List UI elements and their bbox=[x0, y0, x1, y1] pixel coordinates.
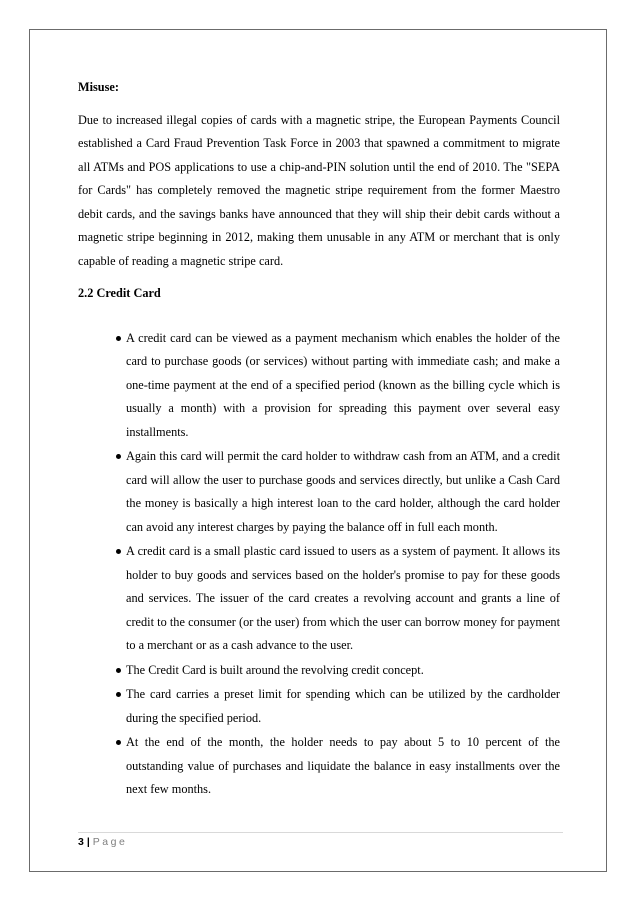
bullet-item bbox=[78, 659, 560, 683]
misuse-heading: Misuse: bbox=[78, 80, 119, 94]
bullet-item bbox=[78, 540, 560, 658]
bullet-icon bbox=[116, 336, 121, 341]
bullet-item bbox=[78, 683, 560, 730]
bullet-text: At the end of the month, the holder needs to pay about 5 to 10 percent of the outstanding value of purchases and liquidate the balance in easy installments over the next few months. bbox=[126, 735, 560, 796]
bullet-icon bbox=[116, 454, 121, 459]
bullet-icon bbox=[116, 668, 121, 673]
misuse-paragraph: Due to increased illegal copies of cards with a magnetic stripe, the European Payments Council established a Card Fraud Prevention Task Force in 2003 that spawned a commitment to migrate all ATMs and POS applications to use a chip-and-PIN solution until the end of 2010. The "SEPA for Cards" has completely removed the magnetic stripe requirement from the former Maestro debit cards, and the savings banks have announced that they will ship their debit cards without a magnetic stripe beginning in 2012, making them unusable in any ATM or merchant that is only capable of reading a magnetic stripe card. bbox=[78, 112, 560, 268]
bullet-icon bbox=[116, 549, 121, 554]
page-label: Page bbox=[92, 836, 128, 848]
bullet-text: A credit card is a small plastic card issued to users as a system of payment. It allows its holder to buy goods and services based on the holder's promise to pay for these goods and services. The issuer of the card creates a revolving account and grants a line of credit to the consumer (or the user) from which the user can borrow money for payment to a merchant or as a cash advance to the user. bbox=[126, 544, 560, 652]
bullet-text: The Credit Card is built around the revolving credit concept. bbox=[126, 662, 424, 677]
footer-divider bbox=[78, 832, 563, 833]
bullet-item bbox=[78, 731, 560, 802]
bullet-icon bbox=[116, 692, 121, 697]
bullet-text: The card carries a preset limit for spending which can be utilized by the cardholder during the specified period. bbox=[126, 687, 560, 725]
footer-separator: | bbox=[86, 836, 90, 848]
credit-card-bullet-list bbox=[78, 327, 560, 802]
bullet-item bbox=[78, 327, 560, 445]
bullet-item bbox=[78, 445, 560, 539]
credit-card-heading: 2.2 Credit Card bbox=[78, 286, 161, 300]
page-footer bbox=[78, 836, 127, 848]
bullet-text: A credit card can be viewed as a payment mechanism which enables the holder of the card to purchase goods (or services) without parting with immediate cash; and make a one-time payment at the end of a specified period (known as the billing cycle which is usually a month) with a provision for spreading this payment over several easy installments. bbox=[126, 330, 560, 439]
document-body bbox=[78, 76, 560, 803]
page-number: 3 bbox=[78, 836, 84, 848]
bullet-text: Again this card will permit the card holder to withdraw cash from an ATM, and a credit card will allow the user to purchase goods and services directly, but unlike a Cash Card the money is basically a high interest loan to the card holder, although the card holder can avoid any interest charges by paying the balance off in full each month. bbox=[126, 449, 560, 534]
bullet-icon bbox=[116, 740, 121, 745]
